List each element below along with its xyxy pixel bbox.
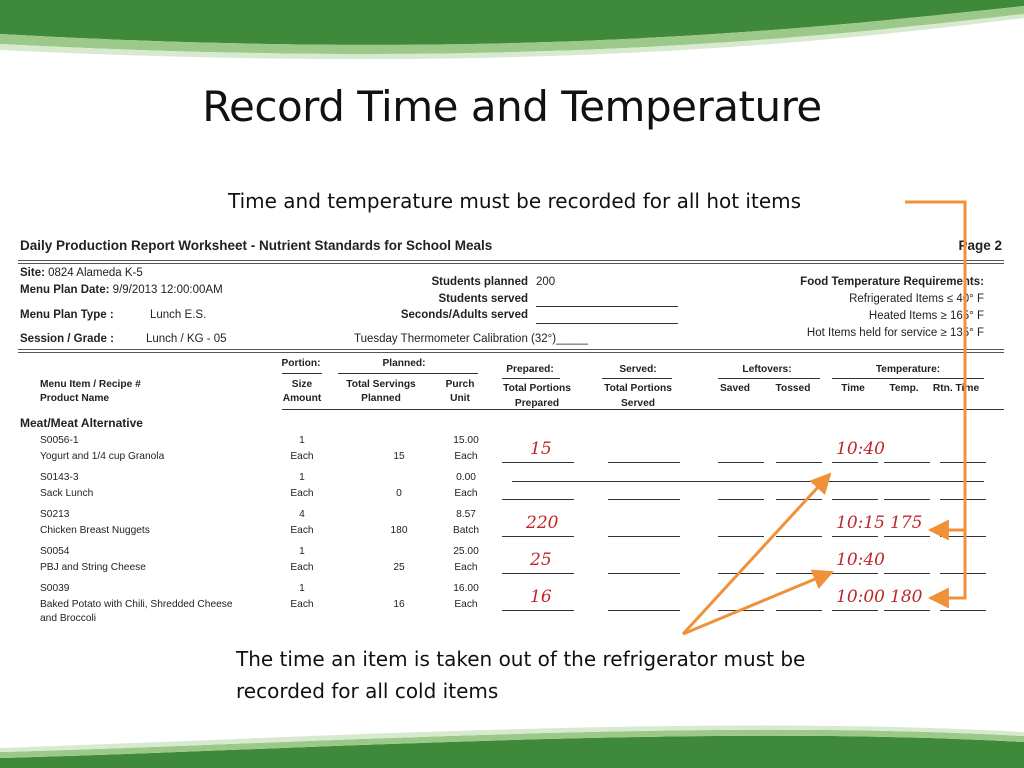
entry-blank [776,536,822,537]
divider [282,373,322,374]
entry-blank [940,610,986,611]
temp-req-hot: Hot Items held for service ≥ 135° F [806,327,984,339]
purch-quantity: 8.57 [456,509,476,520]
total-servings-planned: 25 [393,562,405,573]
recipe-code: S0056-1 [40,435,79,446]
col-temp: Temp. [889,383,919,394]
purch-quantity: 16.00 [453,583,479,594]
students-planned-value: 200 [536,276,556,288]
entry-blank [718,610,764,611]
students-planned-label: Students planned [431,276,528,288]
portion-size: 1 [299,546,305,557]
col-purch: Purch [445,379,475,390]
col-return-time: Rtn. Time [932,383,980,394]
session-label: Session / Grade : [20,333,114,345]
entry-blank [832,462,878,463]
col-portion: Portion: [281,358,321,369]
temp-req-refrigerated: Refrigerated Items ≤ 40° F [849,293,984,305]
col-served-sub: Served [621,398,655,409]
divider [718,378,820,379]
col-size: Size [291,379,313,390]
entry-blank [718,536,764,537]
purch-unit: Each [454,599,478,610]
divider [338,373,478,374]
callout-hot-items: Time and temperature must be recorded for all hot items [228,189,802,213]
portion-amount: Each [290,599,314,610]
handwritten-prepared: 16 [530,587,552,607]
handwritten-prepared: 15 [530,439,552,459]
session-value: Lunch / KG - 05 [146,333,227,345]
portion-size: 1 [299,435,305,446]
callout-cold-items: The time an item is taken out of the refrigerator must be recorded for all cold items [236,647,806,703]
entry-blank [502,536,574,537]
section-meat-alternative: Meat/Meat Alternative [20,416,143,430]
entry-blank [832,573,878,574]
product-name: Yogurt and 1/4 cup Granola [40,451,165,462]
entry-blank [776,610,822,611]
recipe-code: S0143-3 [40,472,79,483]
col-planned: Planned: [382,358,426,369]
handwritten-prepared: 25 [530,550,552,570]
entry-blank [940,573,986,574]
students-served-blank [536,306,678,307]
menu-type-value: Lunch E.S. [150,309,207,321]
temp-requirements-title: Food Temperature Requirements: [800,276,984,288]
portion-amount: Each [290,488,314,499]
col-total-portions-served: Total Portions [604,383,672,394]
top-wave-decoration [0,0,1024,70]
entry-blank [608,499,680,500]
site-value: 0824 Alameda K-5 [48,267,143,279]
total-servings-planned: 15 [393,451,405,462]
product-name: Sack Lunch [40,488,94,499]
menu-date-row: Menu Plan Date: 9/9/2013 12:00:00AM [20,284,223,296]
divider [18,263,1004,264]
divider [18,352,1004,353]
site-row: Site: 0824 Alameda K-5 [20,267,143,279]
col-planned-sub: Planned [361,393,401,404]
col-product-name: Product Name [40,393,110,404]
purch-quantity: 0.00 [456,472,476,483]
temp-req-heated: Heated Items ≥ 165° F [868,310,984,322]
total-servings-planned: 0 [396,488,402,499]
entry-blank [776,462,822,463]
col-prepared: Prepared: [506,364,554,375]
col-saved: Saved [719,383,751,394]
handwritten-time: 10:00 [836,587,885,607]
entry-blank [502,499,574,500]
col-total-servings: Total Servings [346,379,416,390]
product-name-cont: and Broccoli [40,613,97,624]
entry-blank [940,499,986,500]
handwritten-time: 10:40 [836,439,885,459]
recipe-code: S0039 [40,583,70,594]
slide-title: Record Time and Temperature [202,82,822,131]
entry-blank [884,499,930,500]
sack-lunch-strike-line [512,481,984,482]
col-total-portions-prepared: Total Portions [503,383,571,394]
entry-blank [940,462,986,463]
recipe-code: S0213 [40,509,70,520]
portion-amount: Each [290,451,314,462]
col-amount: Amount [282,393,322,404]
entry-blank [776,499,822,500]
divider [502,378,560,379]
entry-blank [608,610,680,611]
handwritten-prepared: 220 [526,513,559,533]
seconds-served-blank [536,323,678,324]
entry-blank [502,610,574,611]
purch-unit: Batch [452,525,480,536]
entry-blank [502,462,574,463]
col-served: Served: [619,364,657,375]
divider [282,409,1004,410]
entry-blank [884,462,930,463]
menu-type-label: Menu Plan Type : [20,309,114,321]
col-prepared-sub: Prepared [514,398,560,409]
divider [602,378,672,379]
col-leftovers: Leftovers: [742,364,792,375]
portion-size: 1 [299,583,305,594]
purch-quantity: 15.00 [453,435,479,446]
thermometer-calibration: Tuesday Thermometer Calibration (32°)_____ [354,333,589,345]
bottom-wave-decoration [0,708,1024,768]
entry-blank [884,536,930,537]
entry-blank [608,573,680,574]
entry-blank [608,536,680,537]
handwritten-time: 10:40 [836,550,885,570]
portion-size: 4 [299,509,305,520]
recipe-code: S0054 [40,546,70,557]
col-tossed: Tossed [775,383,811,394]
seconds-served-label: Seconds/Adults served [400,309,528,321]
portion-size: 1 [299,472,305,483]
col-time: Time [841,383,865,394]
entry-blank [884,573,930,574]
divider [18,260,1004,261]
col-menu-item: Menu Item / Recipe # [40,379,141,390]
purch-quantity: 25.00 [453,546,479,557]
handwritten-time: 10:15 [836,513,885,533]
menu-date-value: 9/9/2013 12:00:00AM [112,284,223,296]
portion-amount: Each [290,525,314,536]
worksheet-page-number: Page 2 [958,238,1002,253]
total-servings-planned: 180 [390,525,408,536]
total-servings-planned: 16 [393,599,405,610]
handwritten-temp: 175 [890,513,923,533]
entry-blank [832,610,878,611]
purch-unit: Each [454,451,478,462]
entry-blank [884,610,930,611]
entry-blank [718,462,764,463]
entry-blank [718,499,764,500]
product-name: Baked Potato with Chili, Shredded Cheese [40,599,233,610]
entry-blank [940,536,986,537]
purch-unit: Each [454,562,478,573]
divider [832,378,984,379]
divider [18,349,1004,350]
product-name: Chicken Breast Nuggets [40,525,150,536]
entry-blank [832,536,878,537]
worksheet-title: Daily Production Report Worksheet - Nutrient Standards for School Meals [20,238,493,253]
entry-blank [608,462,680,463]
product-name: PBJ and String Cheese [40,562,146,573]
production-worksheet [18,236,1008,631]
entry-blank [718,573,764,574]
entry-blank [832,499,878,500]
col-temperature: Temperature: [875,364,941,375]
entry-blank [502,573,574,574]
handwritten-temp: 180 [890,587,923,607]
portion-amount: Each [290,562,314,573]
entry-blank [776,573,822,574]
col-unit: Unit [450,393,470,404]
purch-unit: Each [454,488,478,499]
students-served-label: Students served [438,293,528,305]
